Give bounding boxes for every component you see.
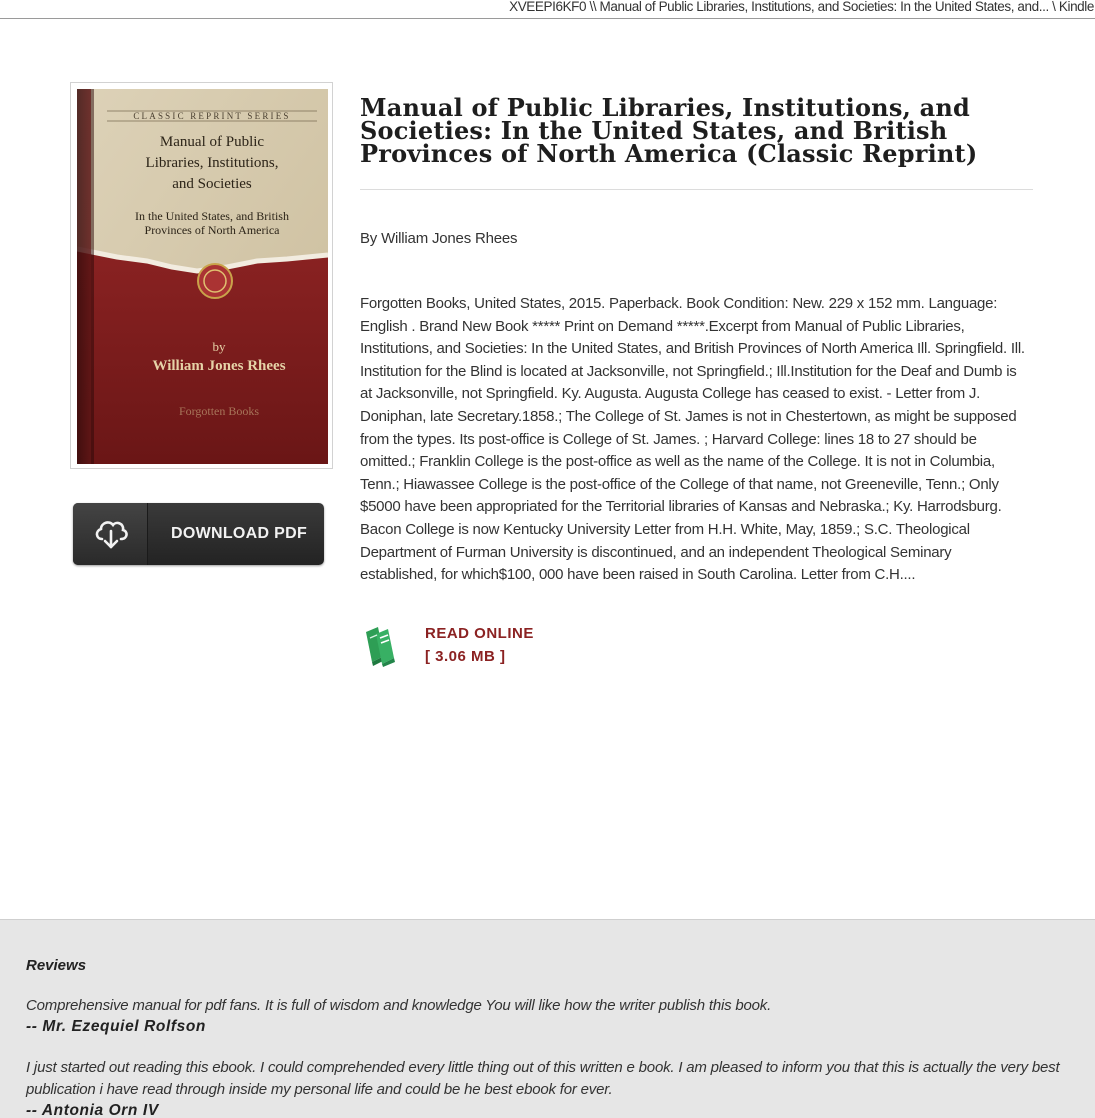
review-text: I just started out reading this ebook. I could comprehended every little thing out of this written e book. I am pleased to inform you that this is actually the very best publication i have read through inside my personal life and could be he best ebook for ever. — [26, 1059, 1060, 1098]
breadcrumb: XVEEPI6KF0 \\ Manual of Public Libraries, Institutions, and Societies: In the United States, and... \ Kindle — [0, 0, 1095, 19]
review-author: -- Mr. Ezequiel Rolfson — [26, 1018, 207, 1035]
books-icon[interactable] — [360, 624, 400, 668]
read-online-link[interactable]: READ ONLINE — [425, 625, 534, 642]
cover-subtitle-1: In the United States, and British — [135, 209, 289, 223]
cover-title-3: and Societies — [172, 176, 252, 192]
book-description: Forgotten Books, United States, 2015. Paperback. Book Condition: New. 229 x 152 mm. Language: English . Brand New Book ***** Print on Demand *****.Excerpt from Manual of Public Libraries, Institutions, and Societies: In the United States, and British Provinces of North America Ill. Springfield. Ill. Institution for the Blind is located at Jacksonville, not Springfield.; Ill.Institution for the Deaf and Dumb is at Jacksonville, not Springfield. Ky. Augusta. Augusta College has ceased to exist. - Letter from J. Doniphan, late Secretary.1858.; The College of St. James is not in Chestertown, as might be supposed from the types. Its post-office is College of St. James. ; Harvard College: lines 18 to 27 should be omitted.; Franklin College is the post-office as well as the name of the College. It is not in Columbia, Tenn.; Hiawassee College is the post-office of the College of that name, not Greeneville, Tenn.; Only $5000 have been appropriated for the Territorial libraries of Kansas and Nebraska.; Ky. Harrodsburg. Bacon College is now Kentucky University Letter from H.H. White, May, 1859.; S.C. Theological Department of Furman University is discontinued, and an independent Theological Seminary established, for which$100, 000 have been raised in South Carolina. Letter from C.H.... — [360, 295, 1025, 584]
file-size: [ 3.06 MB ] — [425, 648, 506, 665]
download-icon-box — [73, 503, 148, 565]
book-title: Manual of Public Libraries, Institutions, and Societies: In the United States, and British Provinces of North America (Classic Reprint) — [360, 93, 978, 168]
cloud-download-icon — [93, 517, 129, 551]
review-author: -- Antonia Orn IV — [26, 1102, 159, 1118]
reviews-section — [0, 919, 1095, 1118]
cover-title-2: Libraries, Institutions, — [145, 155, 279, 171]
cover-author: William Jones Rhees — [152, 358, 286, 374]
cover-title-1: Manual of Public — [159, 134, 265, 150]
book-author: By William Jones Rhees — [360, 230, 518, 247]
book-cover-image[interactable] — [77, 89, 328, 464]
reviews-heading: Reviews — [26, 957, 87, 974]
cover-publisher: Forgotten Books — [178, 404, 260, 418]
review-text: Comprehensive manual for pdf fans. It is full of wisdom and knowledge You will like how the writer publish this book. — [26, 997, 772, 1014]
title-divider — [360, 189, 1033, 190]
download-pdf-button[interactable] — [73, 503, 324, 565]
cover-subtitle-2: Provinces of North America — [144, 223, 280, 237]
download-pdf-label: DOWNLOAD PDF — [171, 525, 308, 542]
cover-by: by — [212, 339, 226, 354]
book-cover-frame — [70, 82, 333, 469]
cover-series: CLASSIC REPRINT SERIES — [133, 111, 291, 121]
